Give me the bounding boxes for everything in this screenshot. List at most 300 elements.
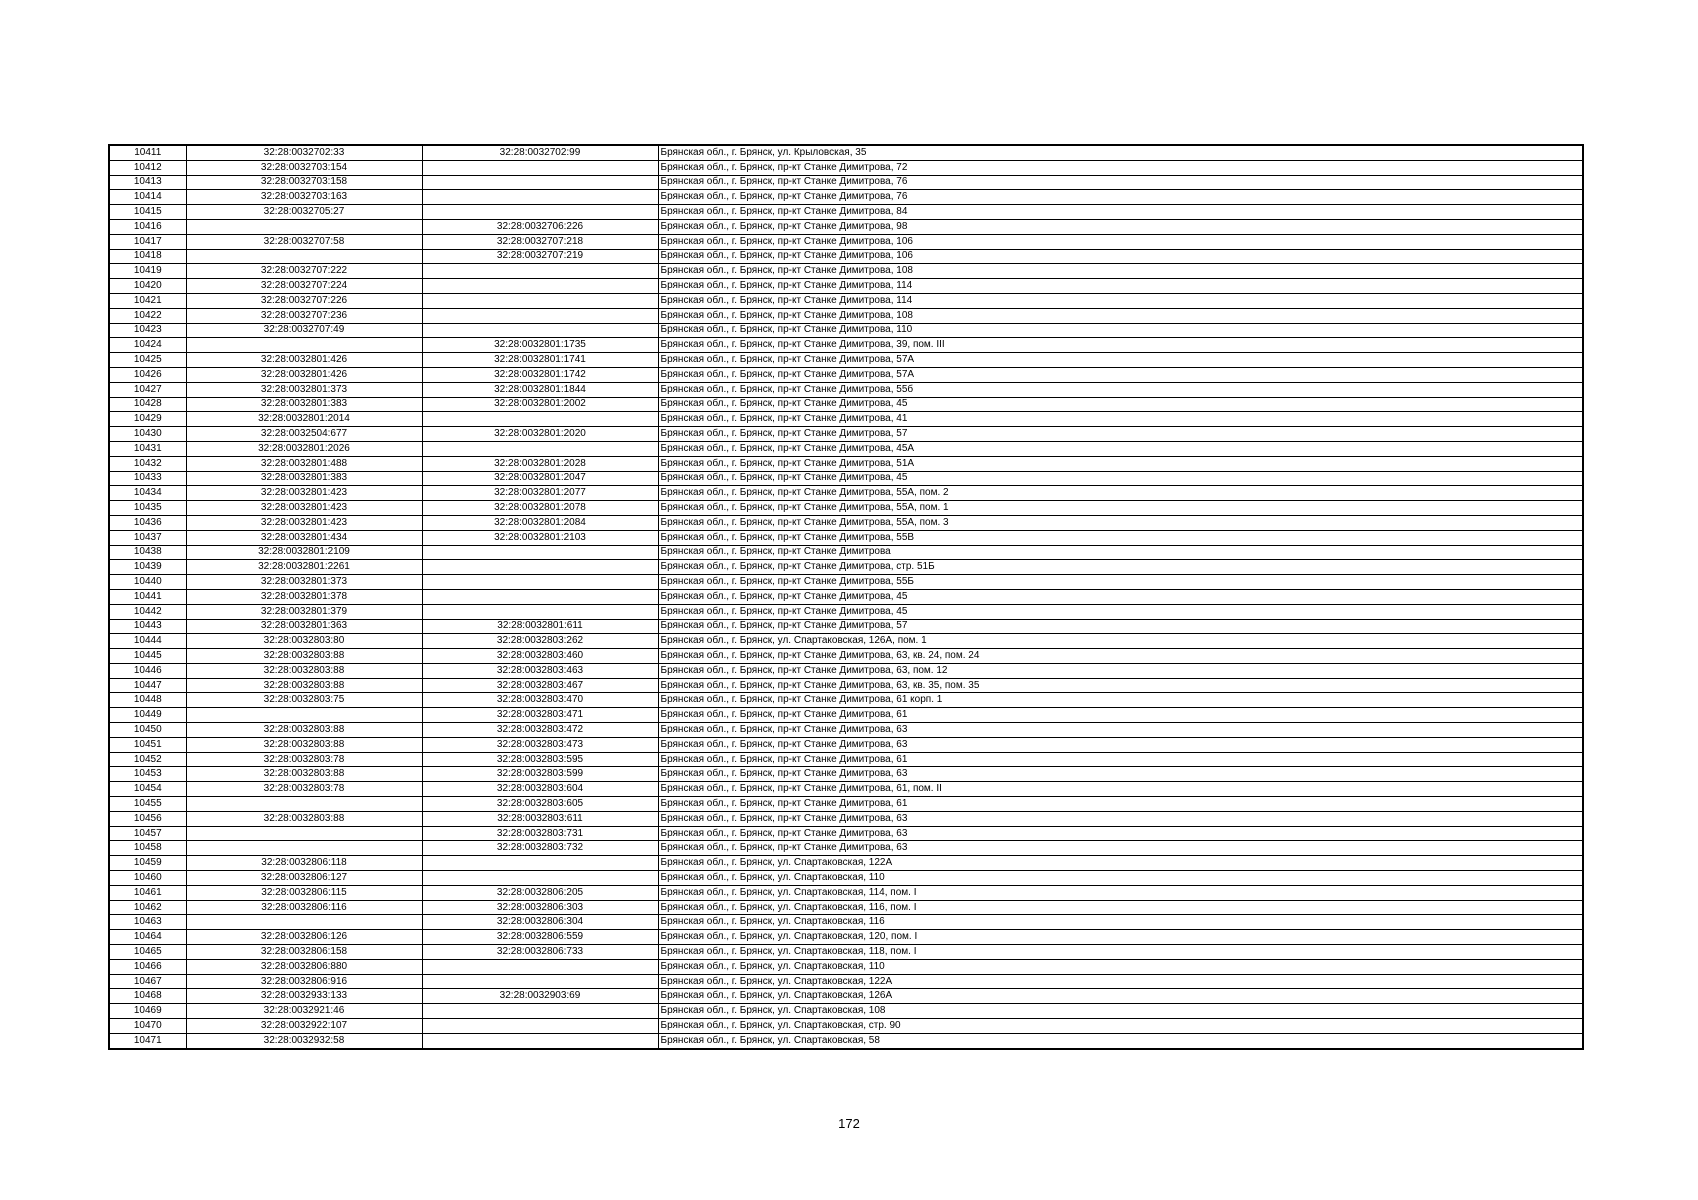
land-cadastral-number-cell: 32:28:0032504:677 [186,427,422,442]
table-row [109,930,1583,945]
row-number-cell: 10464 [109,930,186,945]
row-number-cell: 10420 [109,279,186,294]
building-cadastral-number-cell [422,264,658,279]
address-cell: Брянская обл., г. Брянск, ул. Спартаковская, 108 [658,1004,1583,1019]
table-row [109,382,1583,397]
row-number-cell: 10455 [109,797,186,812]
address-cell: Брянская обл., г. Брянск, пр-кт Станке Димитрова, 45 [658,589,1583,604]
building-cadastral-number-cell [422,412,658,427]
address-cell: Брянская обл., г. Брянск, пр-кт Станке Димитрова, 61 [658,752,1583,767]
row-number-cell: 10411 [109,145,186,160]
land-cadastral-number-cell: 32:28:0032801:426 [186,353,422,368]
address-cell: Брянская обл., г. Брянск, ул. Спартаковская, 126А [658,989,1583,1004]
table-row [109,145,1583,160]
building-cadastral-number-cell: 32:28:0032803:463 [422,663,658,678]
row-number-cell: 10416 [109,219,186,234]
land-cadastral-number-cell [186,338,422,353]
building-cadastral-number-cell: 32:28:0032803:599 [422,767,658,782]
building-cadastral-number-cell: 32:28:0032702:99 [422,145,658,160]
land-cadastral-number-cell: 32:28:0032803:88 [186,678,422,693]
row-number-cell: 10447 [109,678,186,693]
row-number-cell: 10458 [109,841,186,856]
address-cell: Брянская обл., г. Брянск, ул. Спартаковская, стр. 90 [658,1019,1583,1034]
land-cadastral-number-cell: 32:28:0032702:33 [186,145,422,160]
address-cell: Брянская обл., г. Брянск, пр-кт Станке Димитрова, 55В [658,530,1583,545]
building-cadastral-number-cell: 32:28:0032803:604 [422,782,658,797]
row-number-cell: 10444 [109,634,186,649]
address-cell: Брянская обл., г. Брянск, ул. Спартаковская, 114, пом. I [658,885,1583,900]
address-cell: Брянская обл., г. Брянск, пр-кт Станке Димитрова, 45А [658,441,1583,456]
land-cadastral-number-cell: 32:28:0032801:373 [186,575,422,590]
building-cadastral-number-cell: 32:28:0032801:2084 [422,515,658,530]
building-cadastral-number-cell: 32:28:0032803:595 [422,752,658,767]
row-number-cell: 10449 [109,708,186,723]
address-cell: Брянская обл., г. Брянск, ул. Спартаковская, 58 [658,1033,1583,1048]
land-cadastral-number-cell: 32:28:0032801:2026 [186,441,422,456]
row-number-cell: 10414 [109,190,186,205]
building-cadastral-number-cell: 32:28:0032801:1742 [422,367,658,382]
land-cadastral-number-cell: 32:28:0032801:423 [186,515,422,530]
building-cadastral-number-cell: 32:28:0032801:2077 [422,486,658,501]
address-cell: Брянская обл., г. Брянск, пр-кт Станке Димитрова, 57А [658,367,1583,382]
building-cadastral-number-cell: 32:28:0032801:1741 [422,353,658,368]
address-cell: Брянская обл., г. Брянск, пр-кт Станке Димитрова, 98 [658,219,1583,234]
address-cell: Брянская обл., г. Брянск, пр-кт Станке Димитрова, 63 [658,826,1583,841]
address-cell: Брянская обл., г. Брянск, пр-кт Станке Димитрова, 72 [658,160,1583,175]
land-cadastral-number-cell: 32:28:0032801:379 [186,604,422,619]
land-cadastral-number-cell: 32:28:0032803:78 [186,782,422,797]
land-cadastral-number-cell: 32:28:0032801:363 [186,619,422,634]
building-cadastral-number-cell: 32:28:0032806:205 [422,885,658,900]
building-cadastral-number-cell: 32:28:0032801:1844 [422,382,658,397]
building-cadastral-number-cell [422,959,658,974]
building-cadastral-number-cell [422,1033,658,1048]
land-cadastral-number-cell: 32:28:0032803:88 [186,737,422,752]
address-cell: Брянская обл., г. Брянск, пр-кт Станке Димитрова, 57 [658,427,1583,442]
table-row [109,1004,1583,1019]
address-cell: Брянская обл., г. Брянск, ул. Спартаковская, 110 [658,871,1583,886]
address-cell: Брянская обл., г. Брянск, пр-кт Станке Димитрова, 63 [658,737,1583,752]
building-cadastral-number-cell [422,323,658,338]
row-number-cell: 10439 [109,560,186,575]
table-row [109,752,1583,767]
address-cell: Брянская обл., г. Брянск, пр-кт Станке Димитрова, 61 корп. 1 [658,693,1583,708]
building-cadastral-number-cell [422,545,658,560]
row-number-cell: 10433 [109,471,186,486]
land-cadastral-number-cell: 32:28:0032806:127 [186,871,422,886]
table-row [109,974,1583,989]
land-cadastral-number-cell: 32:28:0032803:88 [186,767,422,782]
land-cadastral-number-cell: 32:28:0032921:46 [186,1004,422,1019]
address-cell: Брянская обл., г. Брянск, пр-кт Станке Димитрова, 114 [658,279,1583,294]
table-row [109,767,1583,782]
land-cadastral-number-cell: 32:28:0032707:226 [186,293,422,308]
row-number-cell: 10434 [109,486,186,501]
table-row [109,900,1583,915]
building-cadastral-number-cell [422,560,658,575]
row-number-cell: 10432 [109,456,186,471]
land-cadastral-number-cell: 32:28:0032803:88 [186,663,422,678]
table-row [109,1019,1583,1034]
table-row [109,782,1583,797]
land-cadastral-number-cell: 32:28:0032806:880 [186,959,422,974]
table-row [109,530,1583,545]
land-cadastral-number-cell: 32:28:0032801:434 [186,530,422,545]
address-cell: Брянская обл., г. Брянск, пр-кт Станке Димитрова, 84 [658,205,1583,220]
building-cadastral-number-cell: 32:28:0032801:2047 [422,471,658,486]
land-cadastral-number-cell [186,219,422,234]
row-number-cell: 10440 [109,575,186,590]
building-cadastral-number-cell: 32:28:0032801:611 [422,619,658,634]
land-cadastral-number-cell: 32:28:0032803:88 [186,811,422,826]
row-number-cell: 10468 [109,989,186,1004]
table-row [109,885,1583,900]
address-cell: Брянская обл., г. Брянск, пр-кт Станке Димитрова, 57 [658,619,1583,634]
table-row [109,649,1583,664]
building-cadastral-number-cell [422,308,658,323]
address-cell: Брянская обл., г. Брянск, ул. Спартаковская, 116 [658,915,1583,930]
address-cell: Брянская обл., г. Брянск, ул. Спартаковская, 122А [658,974,1583,989]
address-cell: Брянская обл., г. Брянск, пр-кт Станке Димитрова, 45 [658,604,1583,619]
table-row [109,219,1583,234]
table-row [109,293,1583,308]
building-cadastral-number-cell: 32:28:0032803:472 [422,723,658,738]
building-cadastral-number-cell: 32:28:0032803:611 [422,811,658,826]
land-cadastral-number-cell: 32:28:0032801:423 [186,486,422,501]
row-number-cell: 10471 [109,1033,186,1048]
table-row [109,456,1583,471]
address-cell: Брянская обл., г. Брянск, пр-кт Станке Димитрова, 114 [658,293,1583,308]
land-cadastral-number-cell: 32:28:0032703:154 [186,160,422,175]
table-row [109,441,1583,456]
row-number-cell: 10470 [109,1019,186,1034]
row-number-cell: 10435 [109,501,186,516]
table-row [109,634,1583,649]
building-cadastral-number-cell [422,1019,658,1034]
row-number-cell: 10461 [109,885,186,900]
address-cell: Брянская обл., г. Брянск, пр-кт Станке Димитрова, 76 [658,190,1583,205]
land-cadastral-number-cell: 32:28:0032806:118 [186,856,422,871]
building-cadastral-number-cell: 32:28:0032806:303 [422,900,658,915]
building-cadastral-number-cell [422,190,658,205]
building-cadastral-number-cell: 32:28:0032803:460 [422,649,658,664]
row-number-cell: 10441 [109,589,186,604]
table-row [109,234,1583,249]
table-row [109,663,1583,678]
land-cadastral-number-cell: 32:28:0032803:80 [186,634,422,649]
land-cadastral-number-cell: 32:28:0032703:163 [186,190,422,205]
building-cadastral-number-cell [422,871,658,886]
land-cadastral-number-cell [186,841,422,856]
building-cadastral-number-cell: 32:28:0032803:471 [422,708,658,723]
table-row [109,367,1583,382]
land-cadastral-number-cell: 32:28:0032932:58 [186,1033,422,1048]
address-cell: Брянская обл., г. Брянск, пр-кт Станке Димитрова, 63 [658,723,1583,738]
building-cadastral-number-cell [422,1004,658,1019]
row-number-cell: 10415 [109,205,186,220]
table-row [109,308,1583,323]
address-cell: Брянская обл., г. Брянск, пр-кт Станке Димитрова, 63 [658,811,1583,826]
land-cadastral-number-cell [186,797,422,812]
land-cadastral-number-cell: 32:28:0032803:75 [186,693,422,708]
table-row [109,856,1583,871]
building-cadastral-number-cell [422,575,658,590]
land-cadastral-number-cell: 32:28:0032707:236 [186,308,422,323]
table-row [109,797,1583,812]
building-cadastral-number-cell: 32:28:0032707:218 [422,234,658,249]
table-row [109,515,1583,530]
row-number-cell: 10436 [109,515,186,530]
table-row [109,678,1583,693]
land-cadastral-number-cell: 32:28:0032801:378 [186,589,422,604]
row-number-cell: 10426 [109,367,186,382]
row-number-cell: 10417 [109,234,186,249]
building-cadastral-number-cell: 32:28:0032801:2028 [422,456,658,471]
address-cell: Брянская обл., г. Брянск, пр-кт Станке Димитрова, 51А [658,456,1583,471]
row-number-cell: 10427 [109,382,186,397]
address-cell: Брянская обл., г. Брянск, пр-кт Станке Димитрова, 106 [658,234,1583,249]
row-number-cell: 10466 [109,959,186,974]
row-number-cell: 10462 [109,900,186,915]
land-cadastral-number-cell: 32:28:0032801:383 [186,471,422,486]
land-cadastral-number-cell [186,249,422,264]
building-cadastral-number-cell [422,175,658,190]
address-cell: Брянская обл., г. Брянск, пр-кт Станке Димитрова, 63, кв. 35, пом. 35 [658,678,1583,693]
table-row [109,397,1583,412]
building-cadastral-number-cell: 32:28:0032706:226 [422,219,658,234]
land-cadastral-number-cell: 32:28:0032806:158 [186,945,422,960]
table-row [109,1033,1583,1048]
row-number-cell: 10419 [109,264,186,279]
land-cadastral-number-cell: 32:28:0032801:373 [186,382,422,397]
table-row [109,545,1583,560]
row-number-cell: 10459 [109,856,186,871]
address-cell: Брянская обл., г. Брянск, пр-кт Станке Димитрова, 108 [658,264,1583,279]
land-cadastral-number-cell: 32:28:0032801:488 [186,456,422,471]
row-number-cell: 10421 [109,293,186,308]
building-cadastral-number-cell [422,160,658,175]
table-row [109,723,1583,738]
building-cadastral-number-cell [422,589,658,604]
address-cell: Брянская обл., г. Брянск, пр-кт Станке Димитрова, 45 [658,471,1583,486]
table-row [109,841,1583,856]
building-cadastral-number-cell: 32:28:0032801:2002 [422,397,658,412]
row-number-cell: 10451 [109,737,186,752]
row-number-cell: 10448 [109,693,186,708]
table-row [109,604,1583,619]
land-cadastral-number-cell: 32:28:0032933:133 [186,989,422,1004]
row-number-cell: 10460 [109,871,186,886]
land-cadastral-number-cell [186,708,422,723]
address-cell: Брянская обл., г. Брянск, пр-кт Станке Димитрова, 39, пом. III [658,338,1583,353]
land-cadastral-number-cell: 32:28:0032707:222 [186,264,422,279]
table-row [109,471,1583,486]
land-cadastral-number-cell: 32:28:0032801:2014 [186,412,422,427]
address-cell: Брянская обл., г. Брянск, пр-кт Станке Димитрова, 63, кв. 24, пом. 24 [658,649,1583,664]
row-number-cell: 10450 [109,723,186,738]
row-number-cell: 10430 [109,427,186,442]
address-cell: Брянская обл., г. Брянск, пр-кт Станке Димитрова, 108 [658,308,1583,323]
address-cell: Брянская обл., г. Брянск, ул. Крыловская, 35 [658,145,1583,160]
row-number-cell: 10457 [109,826,186,841]
address-cell: Брянская обл., г. Брянск, пр-кт Станке Димитрова, 41 [658,412,1583,427]
address-cell: Брянская обл., г. Брянск, пр-кт Станке Димитрова, 55б [658,382,1583,397]
table-row [109,619,1583,634]
table-row [109,190,1583,205]
land-cadastral-number-cell: 32:28:0032806:126 [186,930,422,945]
land-cadastral-number-cell: 32:28:0032707:49 [186,323,422,338]
table-row [109,338,1583,353]
land-cadastral-number-cell: 32:28:0032801:423 [186,501,422,516]
building-cadastral-number-cell: 32:28:0032803:731 [422,826,658,841]
land-cadastral-number-cell: 32:28:0032803:88 [186,723,422,738]
table-row [109,589,1583,604]
row-number-cell: 10429 [109,412,186,427]
land-cadastral-number-cell: 32:28:0032803:78 [186,752,422,767]
address-cell: Брянская обл., г. Брянск, пр-кт Станке Димитрова, 110 [658,323,1583,338]
building-cadastral-number-cell: 32:28:0032801:2103 [422,530,658,545]
row-number-cell: 10423 [109,323,186,338]
address-cell: Брянская обл., г. Брянск, пр-кт Станке Димитрова, 45 [658,397,1583,412]
address-cell: Брянская обл., г. Брянск, пр-кт Станке Димитрова, 55А, пом. 1 [658,501,1583,516]
row-number-cell: 10454 [109,782,186,797]
row-number-cell: 10424 [109,338,186,353]
table-row [109,560,1583,575]
table-row [109,160,1583,175]
table-row [109,871,1583,886]
table-row [109,915,1583,930]
row-number-cell: 10437 [109,530,186,545]
table-row [109,175,1583,190]
table-row [109,279,1583,294]
building-cadastral-number-cell: 32:28:0032803:732 [422,841,658,856]
table-row [109,264,1583,279]
land-cadastral-number-cell: 32:28:0032801:2109 [186,545,422,560]
building-cadastral-number-cell [422,279,658,294]
table-row [109,959,1583,974]
building-cadastral-number-cell [422,604,658,619]
table-row [109,989,1583,1004]
land-cadastral-number-cell: 32:28:0032922:107 [186,1019,422,1034]
row-number-cell: 10442 [109,604,186,619]
land-cadastral-number-cell: 32:28:0032707:224 [186,279,422,294]
land-cadastral-number-cell: 32:28:0032801:383 [186,397,422,412]
row-number-cell: 10463 [109,915,186,930]
row-number-cell: 10443 [109,619,186,634]
land-cadastral-number-cell: 32:28:0032806:115 [186,885,422,900]
building-cadastral-number-cell: 32:28:0032803:473 [422,737,658,752]
table-row [109,323,1583,338]
page-number: 172 [838,1116,860,1131]
row-number-cell: 10431 [109,441,186,456]
building-cadastral-number-cell: 32:28:0032803:470 [422,693,658,708]
table-row [109,501,1583,516]
address-cell: Брянская обл., г. Брянск, пр-кт Станке Димитрова, стр. 51Б [658,560,1583,575]
table-row [109,575,1583,590]
table-row [109,811,1583,826]
building-cadastral-number-cell [422,441,658,456]
address-cell: Брянская обл., г. Брянск, ул. Спартаковская, 120, пом. I [658,930,1583,945]
table-row [109,693,1583,708]
table-row [109,427,1583,442]
land-cadastral-number-cell: 32:28:0032806:116 [186,900,422,915]
table-row [109,486,1583,501]
building-cadastral-number-cell [422,293,658,308]
table-row [109,249,1583,264]
land-cadastral-number-cell: 32:28:0032705:27 [186,205,422,220]
land-cadastral-number-cell: 32:28:0032803:88 [186,649,422,664]
land-cadastral-number-cell [186,915,422,930]
table-body [109,145,1583,1049]
address-cell: Брянская обл., г. Брянск, пр-кт Станке Димитрова, 76 [658,175,1583,190]
building-cadastral-number-cell: 32:28:0032801:2078 [422,501,658,516]
building-cadastral-number-cell: 32:28:0032801:2020 [422,427,658,442]
address-cell: Брянская обл., г. Брянск, пр-кт Станке Димитрова, 55А, пом. 2 [658,486,1583,501]
building-cadastral-number-cell [422,856,658,871]
table-row [109,205,1583,220]
building-cadastral-number-cell [422,974,658,989]
address-cell: Брянская обл., г. Брянск, пр-кт Станке Димитрова, 57А [658,353,1583,368]
building-cadastral-number-cell: 32:28:0032803:262 [422,634,658,649]
table-row [109,353,1583,368]
address-cell: Брянская обл., г. Брянск, пр-кт Станке Димитрова [658,545,1583,560]
building-cadastral-number-cell [422,205,658,220]
row-number-cell: 10465 [109,945,186,960]
address-cell: Брянская обл., г. Брянск, пр-кт Станке Димитрова, 55А, пом. 3 [658,515,1583,530]
row-number-cell: 10438 [109,545,186,560]
row-number-cell: 10422 [109,308,186,323]
row-number-cell: 10453 [109,767,186,782]
row-number-cell: 10452 [109,752,186,767]
building-cadastral-number-cell: 32:28:0032803:467 [422,678,658,693]
land-cadastral-number-cell: 32:28:0032707:58 [186,234,422,249]
land-cadastral-number-cell: 32:28:0032806:916 [186,974,422,989]
address-cell: Брянская обл., г. Брянск, ул. Спартаковская, 126А, пом. 1 [658,634,1583,649]
building-cadastral-number-cell: 32:28:0032806:733 [422,945,658,960]
building-cadastral-number-cell: 32:28:0032806:559 [422,930,658,945]
address-cell: Брянская обл., г. Брянск, ул. Спартаковская, 122А [658,856,1583,871]
building-cadastral-number-cell: 32:28:0032707:219 [422,249,658,264]
table-row [109,412,1583,427]
row-number-cell: 10412 [109,160,186,175]
address-cell: Брянская обл., г. Брянск, пр-кт Станке Димитрова, 61, пом. II [658,782,1583,797]
land-cadastral-number-cell [186,826,422,841]
table-row [109,945,1583,960]
table-row [109,737,1583,752]
land-cadastral-number-cell: 32:28:0032801:2261 [186,560,422,575]
address-cell: Брянская обл., г. Брянск, пр-кт Станке Димитрова, 63, пом. 12 [658,663,1583,678]
row-number-cell: 10428 [109,397,186,412]
row-number-cell: 10456 [109,811,186,826]
row-number-cell: 10469 [109,1004,186,1019]
row-number-cell: 10445 [109,649,186,664]
row-number-cell: 10413 [109,175,186,190]
building-cadastral-number-cell: 32:28:0032903:69 [422,989,658,1004]
row-number-cell: 10467 [109,974,186,989]
address-cell: Брянская обл., г. Брянск, ул. Спартаковская, 118, пом. I [658,945,1583,960]
building-cadastral-number-cell: 32:28:0032801:1735 [422,338,658,353]
row-number-cell: 10446 [109,663,186,678]
address-cell: Брянская обл., г. Брянск, ул. Спартаковская, 110 [658,959,1583,974]
address-cell: Брянская обл., г. Брянск, пр-кт Станке Димитрова, 63 [658,767,1583,782]
address-cell: Брянская обл., г. Брянск, пр-кт Станке Димитрова, 106 [658,249,1583,264]
address-cell: Брянская обл., г. Брянск, пр-кт Станке Димитрова, 63 [658,841,1583,856]
address-cell: Брянская обл., г. Брянск, пр-кт Станке Димитрова, 61 [658,797,1583,812]
address-cell: Брянская обл., г. Брянск, ул. Спартаковская, 116, пом. I [658,900,1583,915]
land-cadastral-number-cell: 32:28:0032801:426 [186,367,422,382]
address-cell: Брянская обл., г. Брянск, пр-кт Станке Димитрова, 61 [658,708,1583,723]
land-cadastral-number-cell: 32:28:0032703:158 [186,175,422,190]
